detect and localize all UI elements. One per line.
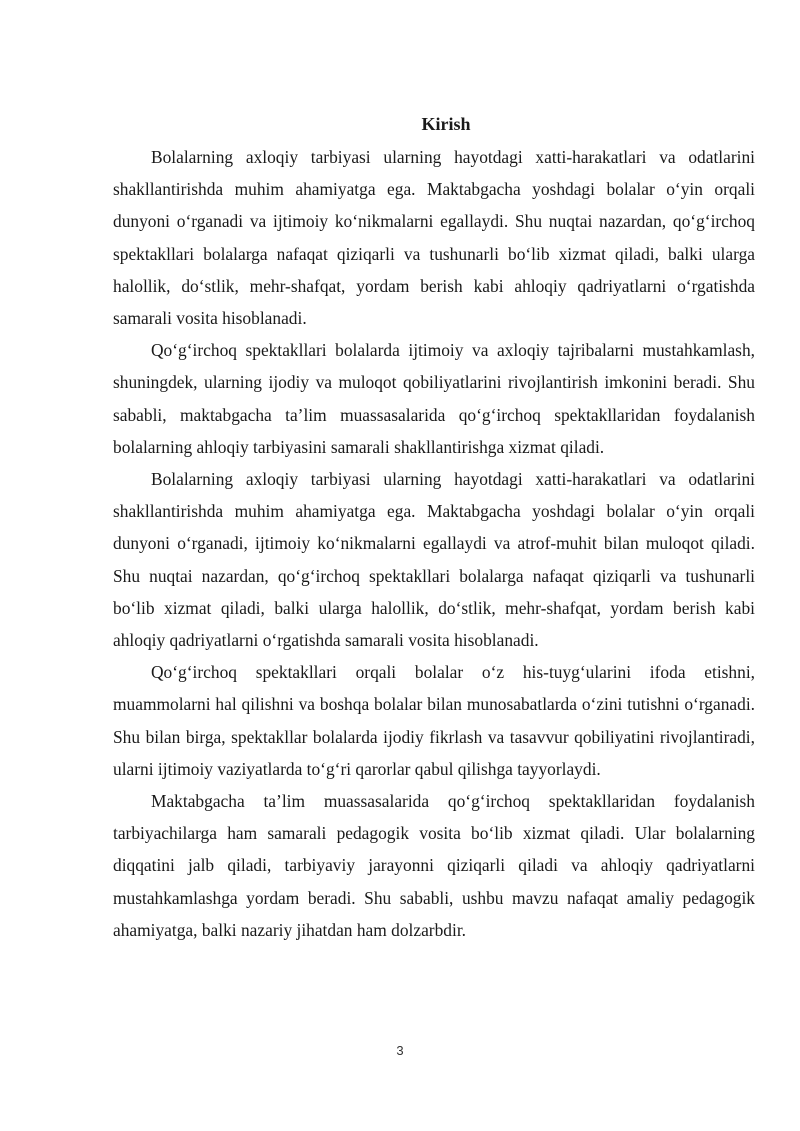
paragraph-3: Bolalarning axloqiy tarbiyasi ularning hayotdagi xatti-harakatlari va odatlarini shakllantirishda muhim ahamiyatga ega. Maktabgacha yoshdagi bolalar o‘yin orqali dunyoni o‘rganadi, ijtimoiy ko‘nikmalarni egallaydi va atrof-muhit bilan muloqot qiladi. Shu nuqtai nazardan, qo‘g‘irchoq spektakllari bolalarga nafaqat qiziqarli va tushunarli bo‘lib xizmat qiladi, balki ularga halollik, do‘stlik, mehr-shafqat, yordam berish kabi ahloqiy qadriyatlarni o‘rgatishda samarali vosita hisoblanadi. bbox=[113, 469, 755, 651]
section-title: Kirish bbox=[421, 114, 471, 134]
paragraph-2: Qo‘g‘irchoq spektakllari bolalarda ijtimoiy va axloqiy tajribalarni mustahkamlash, shuningdek, ularning ijodiy va muloqot qobiliyatlarini rivojlantirish imkonini beradi. Shu sababli, maktabgacha ta’lim muassasalarida qo‘g‘irchoq spektakllaridan foydalanish bolalarning ahloqiy tarbiyasini samarali shakllantirishga xizmat qiladi. bbox=[113, 340, 755, 457]
paragraph-4: Qo‘g‘irchoq spektakllari orqali bolalar o‘z his-tuyg‘ularini ifoda etishni, muammolarni hal qilishni va boshqa bolalar bilan munosabatlarda o‘zini tutishni o‘rganadi. Shu bilan birga, spektakllar bolalarda ijodiy fikrlash va tasavvur qobiliyatini rivojlantiradi, ularni ijtimoiy vaziyatlarda to‘g‘ri qarorlar qabul qilishga tayyorlaydi. bbox=[113, 662, 755, 779]
paragraph-5: Maktabgacha ta’lim muassasalarida qo‘g‘irchoq spektakllaridan foydalanish tarbiyachilarga ham samarali pedagogik vosita bo‘lib xizmat qiladi. Ular bolalarning diqqatini jalb qiladi, tarbiyaviy jarayonni qiziqarli qiladi va ahloqiy qadriyatlarni mustahkamlashga yordam beradi. Shu sababli, ushbu mavzu nafaqat amaliy pedagogik ahamiyatga, balki nazariy jihatdan ham dolzarbdir. bbox=[113, 791, 755, 940]
document-page bbox=[113, 112, 755, 946]
paragraph-1: Bolalarning axloqiy tarbiyasi ularning hayotdagi xatti-harakatlari va odatlarini shakllantirishda muhim ahamiyatga ega. Maktabgacha yoshdagi bolalar o‘yin orqali dunyoni o‘rganadi va ijtimoiy ko‘nikmalarni egallaydi. Shu nuqtai nazardan, qo‘g‘irchoq spektakllari bolalarga nafaqat qiziqarli va tushunarli bo‘lib xizmat qiladi, balki ularga halollik, do‘stlik, mehr-shafqat, yordam berish kabi ahloqiy qadriyatlarni o‘rgatishda samarali vosita hisoblanadi. bbox=[113, 147, 755, 329]
page-number: 3 bbox=[396, 1043, 404, 1058]
